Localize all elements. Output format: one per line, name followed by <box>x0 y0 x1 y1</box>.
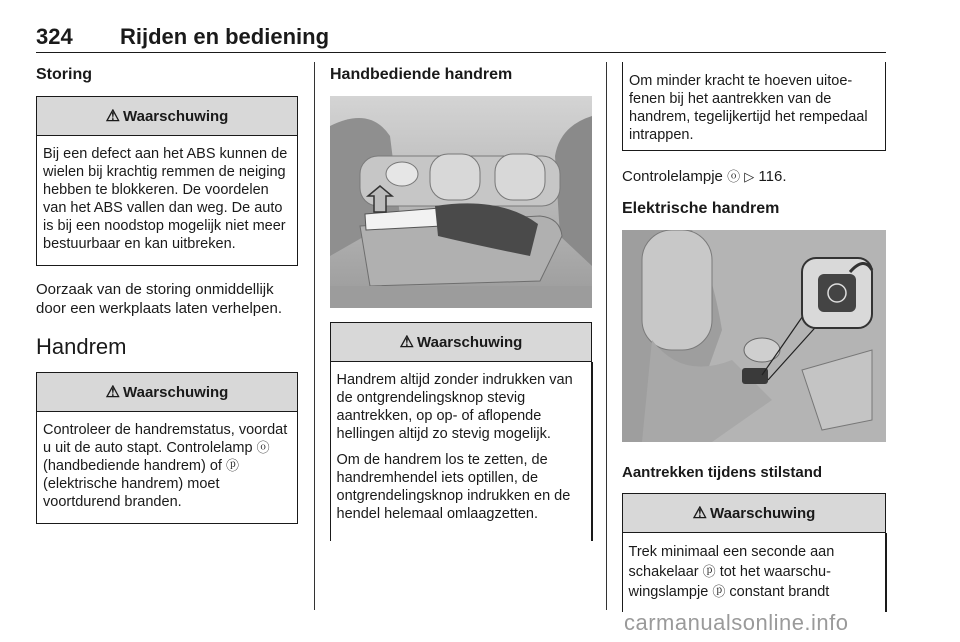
note-text: Om minder kracht te hoeven uitoefenen bij het aantrekken van de handrem, tegelijkertijd het rempedaal intrappen. <box>629 73 868 143</box>
warning-text: Controleer de handremstatus, voordat u uit de auto stapt. Controlelamp ⓞ (handbediende handrem) of ⓟ (elektrische handrem) moet voortdurend branden. <box>43 422 288 510</box>
electric-brake-icon: ⓟ <box>226 458 240 473</box>
warning-triangle-icon: ⚠ <box>692 505 708 522</box>
warning-title: Waarschuwing <box>710 504 816 522</box>
warning-triangle-icon: ⚠ <box>105 384 121 401</box>
warning-title: Waarschuwing <box>123 383 229 401</box>
warning-title: Waarschuwing <box>417 333 523 351</box>
controle-line: Controlelampje ⓞ ▷ 116. <box>622 168 787 185</box>
electric-brake-icon: ⓟ <box>712 584 726 599</box>
warning-title: Waarschuwing <box>123 107 229 125</box>
handbrake-illustration-graphic <box>330 96 592 308</box>
warning-text: Bij een defect aan het ABS kunnen de wielen bij krachtig remmen de neiging hebben te blokkeren. De voordelen van het ABS vallen dan weg. De auto is bij een noodstop mogelijk niet meer bestuurbaar en kan uitbreken. <box>43 146 288 252</box>
chapter-title: Rijden en bediening <box>120 24 330 49</box>
handbrake-lamp-icon: ⓞ <box>256 440 270 455</box>
warning-triangle-icon: ⚠ <box>105 108 121 125</box>
warning-box-aantrekken <box>622 493 886 612</box>
warning-text: Trek minimaal een seconde aan schakelaar ⓟ tot het waarschuwingslampje ⓟ constant brandt <box>628 544 835 600</box>
electric-brake-icon: ⓟ <box>702 564 716 579</box>
watermark: carmanualsonline.info <box>624 610 849 635</box>
heading-aantrekken: Aantrekken tijdens stilstand <box>622 464 823 481</box>
heading-handrem: Handrem <box>36 334 127 359</box>
electric-brake-illustration-graphic <box>622 230 886 442</box>
column-3 <box>622 64 886 612</box>
warning-box-abs <box>36 96 298 266</box>
heading-handbediende-handrem: Handbediende handrem <box>330 66 513 83</box>
column-1 <box>36 64 298 538</box>
note-box <box>622 62 886 151</box>
page-number: 324 <box>36 24 73 49</box>
heading-elektrische-handrem: Elektrische handrem <box>622 200 780 217</box>
handbrake-lamp-icon: ⓞ <box>727 169 741 184</box>
warning-text-2: Om de handrem los te zetten, de handremhendel iets optillen, de ontgrendelingsknop indrukken en de hendel helemaal omlaagzetten. <box>336 452 571 522</box>
heading-storing: Storing <box>36 66 92 83</box>
handbrake-illustration <box>330 96 592 308</box>
warning-header <box>37 97 297 136</box>
warning-box-handrem <box>36 372 298 524</box>
column-2 <box>330 64 592 541</box>
page-header <box>36 22 886 53</box>
warning-header <box>623 494 885 533</box>
warning-box-handbediende <box>330 322 592 541</box>
column-divider-1 <box>314 62 315 610</box>
warning-header <box>37 373 297 412</box>
column-divider-2 <box>606 62 607 610</box>
paragraph-oorzaak: Oorzaak van de storing onmiddellijk door een werkplaats laten verhelpen. <box>36 281 282 317</box>
electric-brake-illustration <box>622 230 886 442</box>
warning-triangle-icon: ⚠ <box>399 334 415 351</box>
warning-text-1: Handrem altijd zonder indrukken van de ontgrendelingsknop stevig aantrekken, op op- of aflopende hellingen altijd zo stevig mogelijk. <box>336 372 573 442</box>
page-reference: 116. <box>758 168 787 185</box>
page-reference-icon: ▷ <box>744 169 755 184</box>
warning-header <box>331 323 591 362</box>
